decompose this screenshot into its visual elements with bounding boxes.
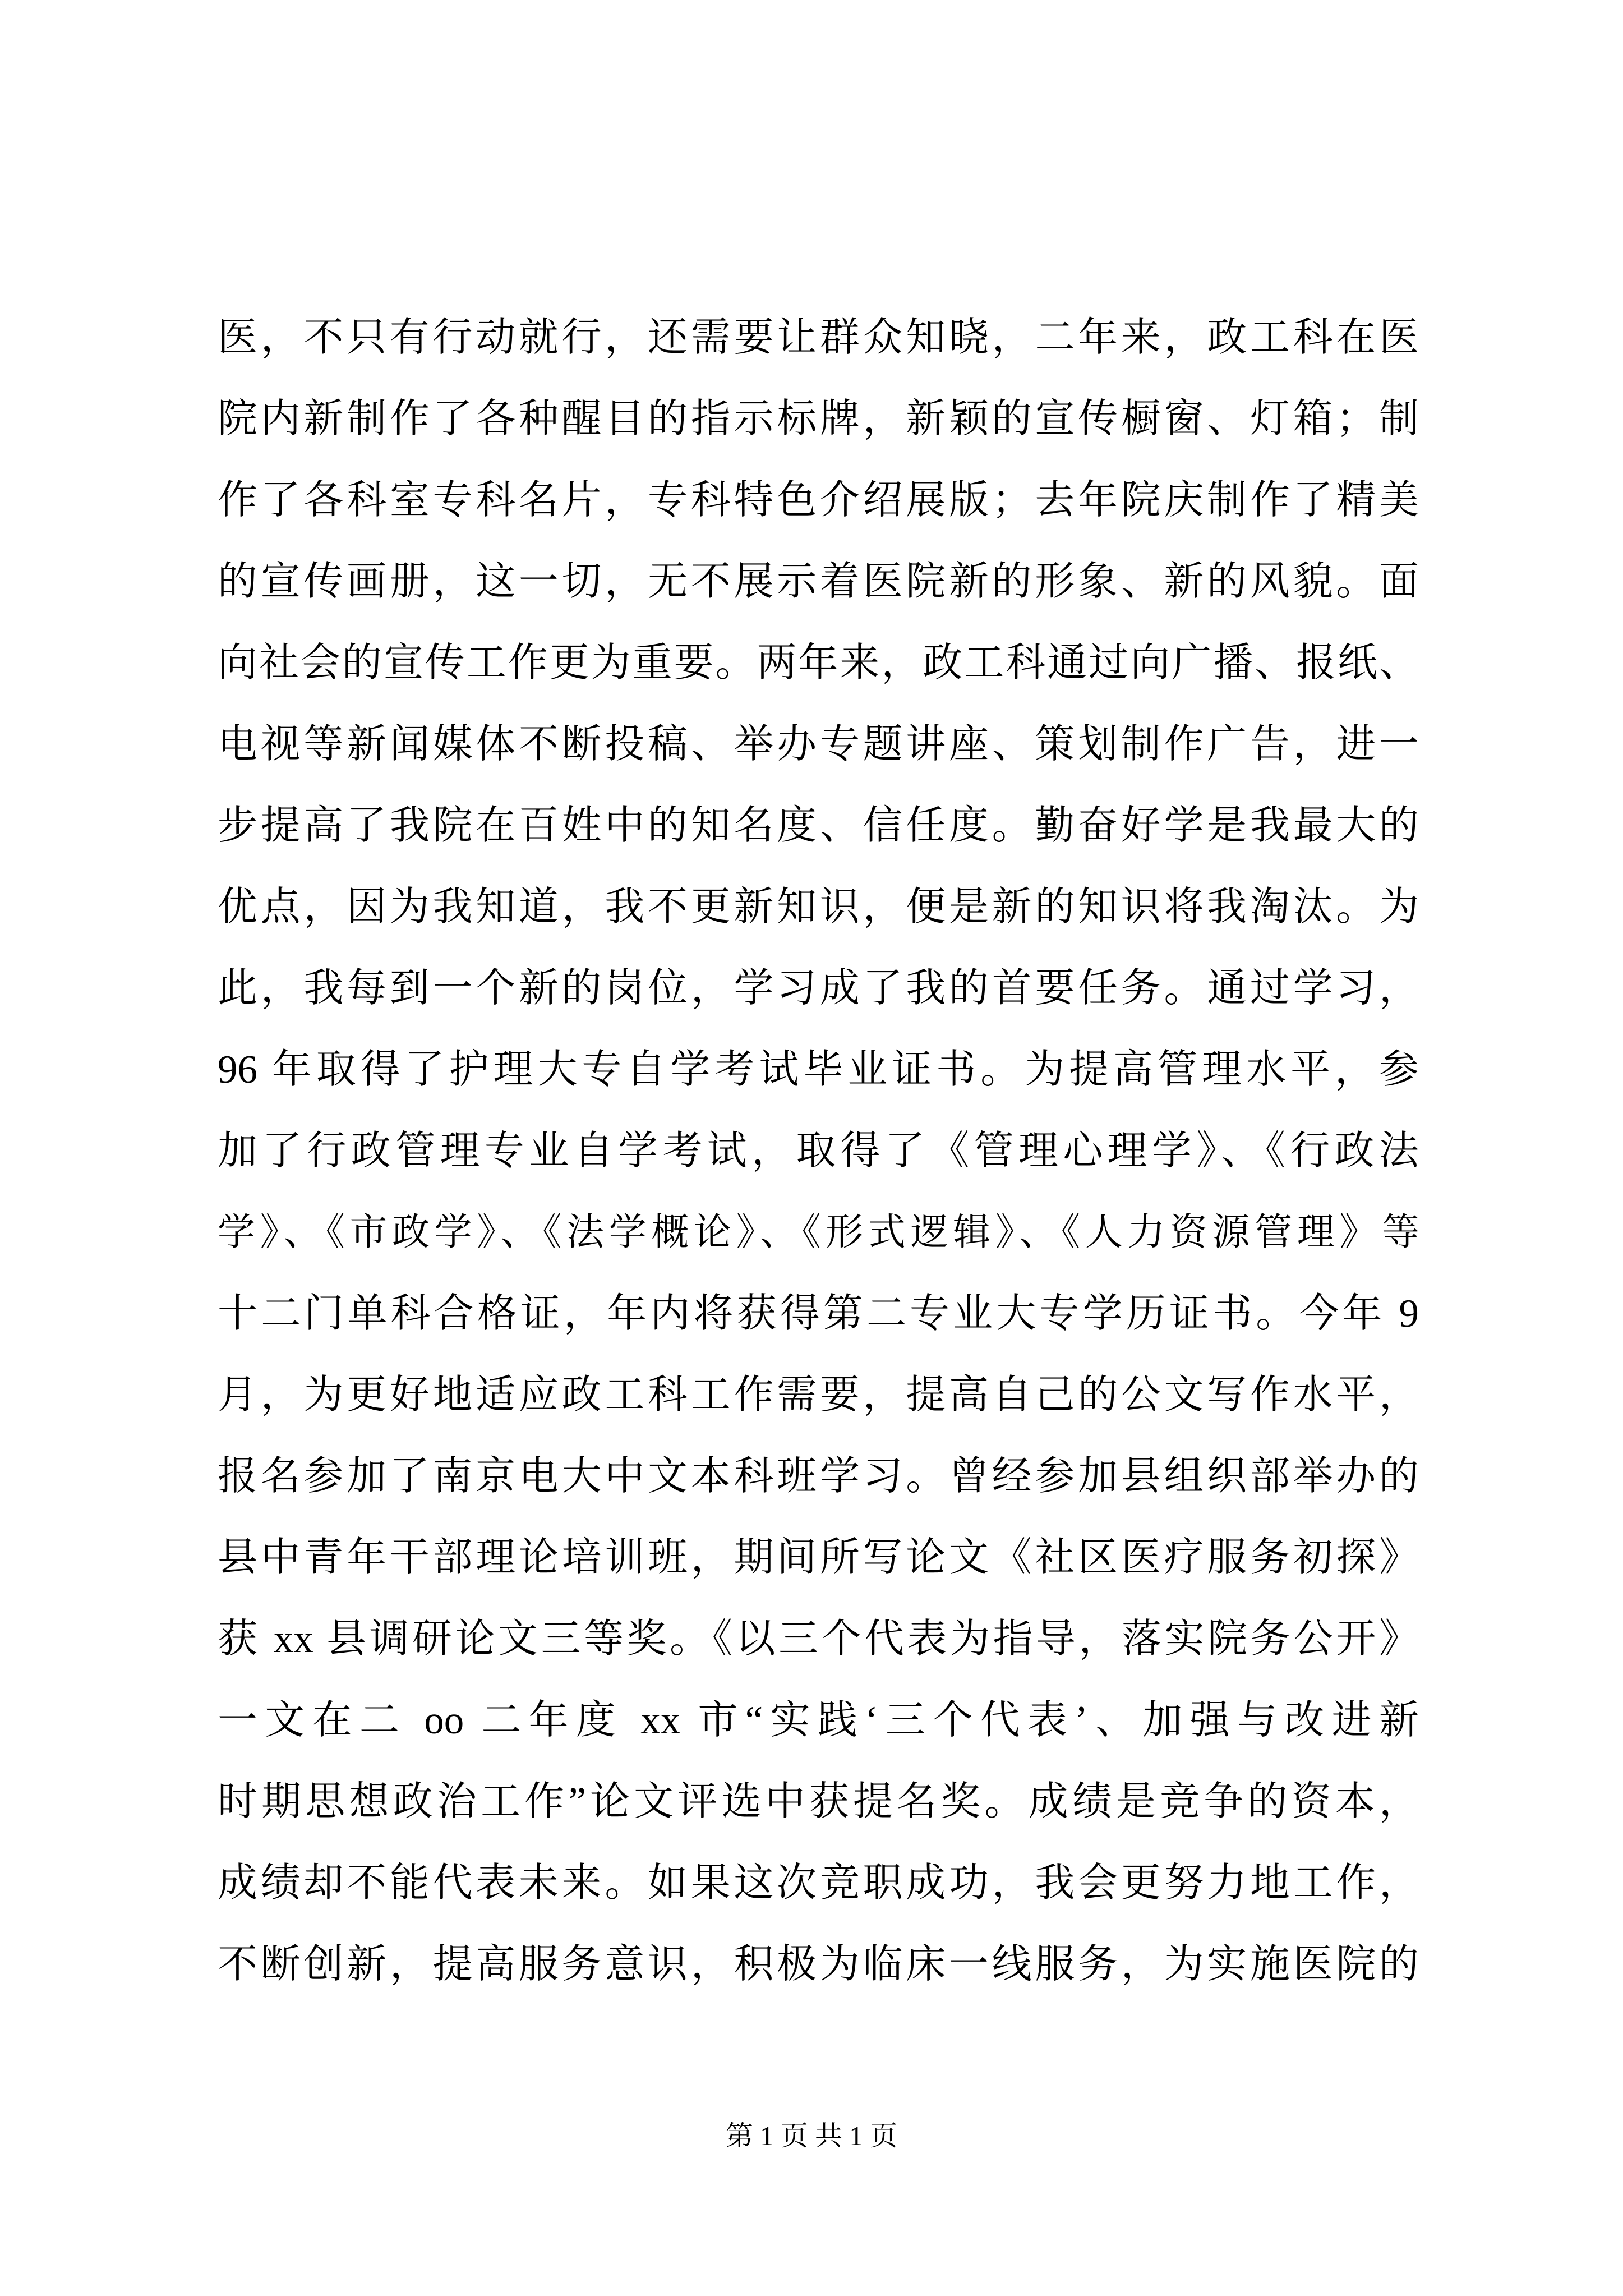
text-line: 院内新制作了各种醒目的指示标牌，新颖的宣传橱窗、灯箱；制 xyxy=(218,397,1419,441)
text-line: 学》、《市政学》、《法学概论》、《形式逻辑》、《人力资源管理》等 xyxy=(218,1212,1419,1253)
text-line: 时期思想政治工作”论文评选中获提名奖。成绩是竞争的资本， xyxy=(218,1780,1419,1824)
text-line: 此，我每到一个新的岗位，学习成了我的首要任务。通过学习， xyxy=(218,967,1419,1010)
text-line: 报名参加了南京电大中文本科班学习。曾经参加县组织部举办的 xyxy=(218,1455,1419,1498)
document-body xyxy=(218,297,1419,2005)
text-line: 获 xx 县调研论文三等奖。《以三个代表为指导，落实院务公开》 xyxy=(218,1617,1419,1661)
text-line: 加了行政管理专业自学考试，取得了《管理心理学》、《行政法 xyxy=(218,1129,1419,1173)
text-line: 96 年取得了护理大专自学考试毕业证书。为提高管理水平，参 xyxy=(218,1048,1419,1092)
text-line: 优点，因为我知道，我不更新知识，便是新的知识将我淘汰。为 xyxy=(218,885,1419,929)
text-line: 向社会的宣传工作更为重要。两年来，政工科通过向广播、报纸、 xyxy=(218,641,1419,685)
text-line: 成绩却不能代表未来。如果这次竞职成功，我会更努力地工作， xyxy=(218,1861,1419,1905)
text-line: 一文在二 oo 二年度 xx 市“实践‘三个代表’、加强与改进新 xyxy=(218,1699,1419,1742)
text-line: 县中青年干部理论培训班，期间所写论文《社区医疗服务初探》 xyxy=(218,1536,1419,1580)
text-line: 的宣传画册，这一切，无不展示着医院新的形象、新的风貌。面 xyxy=(218,560,1419,604)
text-line: 作了各科室专科名片，专科特色介绍展版；去年院庆制作了精美 xyxy=(218,478,1419,522)
text-line: 不断创新，提高服务意识，积极为临床一线服务，为实施医院的 xyxy=(218,1943,1419,1986)
text-line: 步提高了我院在百姓中的知名度、信任度。勤奋好学是我最大的 xyxy=(218,804,1419,848)
text-line: 月，为更好地适应政工科工作需要，提高自己的公文写作水平， xyxy=(218,1373,1419,1417)
text-line: 电视等新闻媒体不断投稿、举办专题讲座、策划制作广告，进一 xyxy=(218,723,1419,766)
text-line: 十二门单科合格证，年内将获得第二专业大专学历证书。今年 9 xyxy=(218,1292,1419,1336)
page-footer: 第 1 页 共 1 页 xyxy=(725,2120,898,2151)
text-line: 医，不只有行动就行，还需要让群众知晓，二年来，政工科在医 xyxy=(218,316,1419,360)
